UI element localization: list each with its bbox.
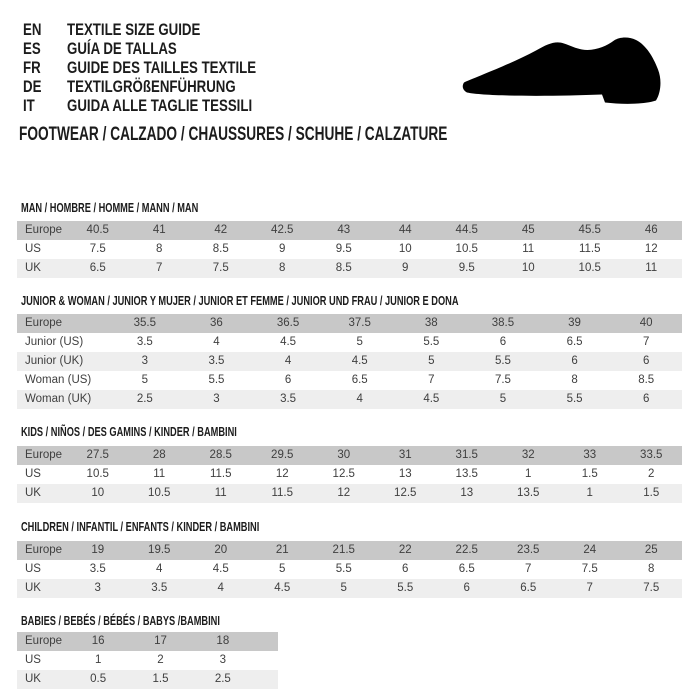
size-value-cell: 5: [428, 355, 435, 367]
size-value-cell: 11.5: [271, 487, 294, 499]
size-value-cell: 36.5: [276, 317, 300, 329]
size-value-cell: 8.5: [212, 243, 229, 255]
size-value-cell: 3: [213, 393, 220, 405]
size-value-cell: 4.5: [423, 393, 440, 405]
row-label: Europe: [25, 449, 63, 461]
size-value-cell: 6.5: [566, 336, 583, 348]
table-row: [17, 333, 682, 352]
size-value-cell: 19: [91, 544, 105, 556]
size-value-cell: 6.5: [351, 374, 368, 386]
size-value-cell: 3.5: [151, 582, 168, 594]
language-row: [0, 58, 460, 77]
table-row: [17, 484, 682, 503]
size-value-cell: 7.5: [89, 243, 106, 255]
size-value-cell: 8: [571, 374, 578, 386]
size-value-cell: 6: [642, 393, 650, 405]
size-value-cell: 3.5: [136, 336, 153, 348]
row-label: US: [25, 243, 41, 255]
size-value-cell: 5.5: [335, 563, 352, 575]
size-value-cell: 11: [522, 243, 535, 255]
table-title-junior-woman: JUNIOR & WOMAN / JUNIOR Y MUJER / JUNIOR ET FEMME / JUNIOR UND FRAU / JUNIOR E DONA: [21, 294, 459, 308]
table-row: [17, 352, 682, 371]
size-value-cell: 3.5: [280, 393, 297, 405]
table-row: [17, 371, 682, 390]
size-value-cell: 21: [275, 544, 289, 556]
size-value-cell: 10: [91, 487, 105, 499]
size-value-cell: 20: [214, 544, 228, 556]
size-value-cell: 5: [340, 582, 347, 594]
size-value-cell: 22: [398, 544, 412, 556]
table-row: [17, 314, 682, 333]
row-label: Europe: [25, 635, 63, 647]
size-value-cell: 5: [279, 563, 286, 575]
language-code: IT: [23, 96, 35, 115]
size-value-cell: 8: [648, 563, 655, 575]
table-row: [17, 240, 682, 259]
size-value-cell: 12.5: [394, 487, 417, 499]
size-value-cell: 9.5: [335, 243, 352, 255]
size-value-cell: 7: [156, 262, 163, 274]
size-value-cell: 2: [648, 468, 655, 480]
language-code: FR: [23, 58, 41, 77]
size-value-cell: 10.5: [455, 243, 478, 255]
size-value-cell: 4.5: [351, 355, 368, 367]
size-value-cell: 3: [219, 654, 227, 666]
size-value-cell: 9: [402, 262, 409, 274]
table-title-babies: BABIES / BEBÉS / BÉBÉS / BABYS /BAMBINI: [21, 614, 220, 628]
size-value-cell: 12: [275, 468, 289, 480]
size-value-cell: 44: [398, 224, 412, 236]
row-label: UK: [25, 262, 41, 274]
size-value-cell: 38.5: [491, 317, 515, 329]
size-value-cell: 1: [525, 468, 532, 480]
size-value-cell: 5.5: [423, 336, 440, 348]
language-code: DE: [23, 77, 42, 96]
size-value-cell: 10.5: [148, 487, 171, 499]
size-value-cell: 7: [525, 563, 532, 575]
language-label: GUÍA DE TALLAS: [67, 39, 177, 58]
size-value-cell: 1.5: [152, 673, 169, 685]
size-value-cell: 9: [279, 243, 286, 255]
language-row: [0, 20, 460, 39]
row-label: Europe: [25, 317, 63, 329]
row-label: Woman (UK): [25, 393, 92, 405]
row-label: UK: [25, 582, 41, 594]
size-value-cell: 37.5: [348, 317, 371, 329]
size-value-cell: 31: [398, 449, 412, 461]
table-title-children: CHILDREN / INFANTIL / ENFANTS / KINDER / BAMBINI: [21, 520, 260, 534]
size-value-cell: 18: [216, 635, 230, 647]
language-label: TEXTILGRÖßENFÜHRUNG: [67, 77, 236, 96]
table-row: [17, 446, 682, 465]
size-value-cell: 10.5: [578, 262, 601, 274]
size-value-cell: 7.5: [494, 374, 511, 386]
size-value-cell: 7: [642, 336, 650, 348]
table-row: [17, 670, 278, 689]
size-value-cell: 31.5: [455, 449, 478, 461]
size-value-cell: 32: [521, 449, 535, 461]
size-value-cell: 2.5: [136, 393, 153, 405]
size-value-cell: 3.5: [208, 355, 225, 367]
size-value-cell: 4: [213, 336, 220, 348]
size-value-cell: 8: [279, 262, 286, 274]
table-title-kids: KIDS / NIÑOS / DES GAMINS / KINDER / BAMBINI: [21, 425, 237, 439]
size-value-cell: 3: [94, 582, 101, 594]
size-value-cell: 28: [152, 449, 166, 461]
table-row: [17, 221, 682, 240]
size-value-cell: 4.5: [280, 336, 297, 348]
size-table-junior-woman: [17, 314, 682, 409]
size-value-cell: 7.5: [212, 262, 229, 274]
size-value-cell: 4.5: [212, 563, 229, 575]
size-value-cell: 12: [337, 487, 351, 499]
language-code: EN: [23, 20, 42, 39]
size-value-cell: 12: [644, 243, 658, 255]
size-value-cell: 9.5: [458, 262, 475, 274]
size-value-cell: 25: [644, 544, 658, 556]
language-row: [0, 39, 460, 58]
size-value-cell: 17: [154, 635, 167, 647]
size-value-cell: 5.5: [494, 355, 511, 367]
size-value-cell: 23.5: [517, 544, 540, 556]
size-value-cell: 0.5: [90, 673, 107, 685]
table-row: [17, 541, 682, 560]
row-label: UK: [25, 673, 41, 685]
size-value-cell: 4: [156, 563, 163, 575]
size-value-cell: 12.5: [332, 468, 355, 480]
size-value-cell: 8: [156, 243, 163, 255]
table-title-man: MAN / HOMBRE / HOMME / MANN / MAN: [21, 201, 199, 215]
size-value-cell: 43: [337, 224, 351, 236]
row-label: Woman (US): [25, 374, 92, 386]
size-value-cell: 38: [424, 317, 438, 329]
size-value-cell: 6: [463, 582, 470, 594]
size-value-cell: 4: [217, 582, 224, 594]
row-label: Junior (UK): [25, 355, 84, 367]
size-value-cell: 3: [141, 355, 149, 367]
size-value-cell: 11: [645, 262, 658, 274]
size-table-man: [17, 221, 682, 278]
size-value-cell: 40: [639, 317, 653, 329]
table-row: [17, 651, 278, 670]
size-value-cell: 21.5: [332, 544, 355, 556]
language-label: TEXTILE SIZE GUIDE: [67, 20, 201, 39]
size-value-cell: 45.5: [578, 224, 601, 236]
size-value-cell: 7.5: [643, 582, 660, 594]
category-title: FOOTWEAR / CALZADO / CHAUSSURES / SCHUHE / CALZATURE: [19, 124, 448, 145]
size-value-cell: 6: [499, 336, 507, 348]
size-value-cell: 42.5: [271, 224, 294, 236]
size-value-cell: 11.5: [578, 243, 601, 255]
language-label: GUIDE DES TAILLES TEXTILE: [67, 58, 257, 77]
size-value-cell: 7: [428, 374, 435, 386]
size-value-cell: 41: [152, 224, 166, 236]
size-table-children: [17, 541, 682, 598]
size-value-cell: 4: [284, 355, 292, 367]
row-label: US: [25, 468, 41, 480]
row-label: US: [25, 563, 41, 575]
size-value-cell: 7.5: [581, 563, 598, 575]
table-row: [17, 579, 682, 598]
size-value-cell: 6.5: [458, 563, 475, 575]
size-value-cell: 36: [210, 317, 223, 329]
language-row: [0, 77, 460, 96]
size-value-cell: 2: [157, 654, 164, 666]
language-label: GUIDA ALLE TAGLIE TESSILI: [67, 96, 253, 115]
size-value-cell: 5: [499, 393, 507, 405]
size-value-cell: 5.5: [397, 582, 414, 594]
size-value-cell: 35.5: [133, 317, 156, 329]
size-value-cell: 39: [568, 317, 581, 329]
size-value-cell: 5.5: [566, 393, 583, 405]
size-value-cell: 22.5: [455, 544, 478, 556]
row-label: Junior (US): [25, 336, 84, 348]
size-value-cell: 6.5: [89, 262, 106, 274]
size-value-cell: 42: [214, 224, 228, 236]
size-value-cell: 10: [398, 243, 412, 255]
size-value-cell: 40.5: [86, 224, 109, 236]
table-row: [17, 560, 682, 579]
size-value-cell: 11: [153, 468, 166, 480]
table-row: [17, 259, 682, 278]
size-value-cell: 1.5: [581, 468, 598, 480]
size-value-cell: 6: [402, 563, 409, 575]
row-label: US: [25, 654, 41, 666]
size-value-cell: 6: [571, 355, 578, 367]
size-value-cell: 5.5: [208, 374, 225, 386]
size-value-cell: 6.5: [520, 582, 537, 594]
size-value-cell: 3.5: [89, 563, 106, 575]
size-value-cell: 7: [586, 582, 593, 594]
size-value-cell: 24: [583, 544, 597, 556]
size-value-cell: 5: [356, 336, 363, 348]
size-value-cell: 1: [94, 654, 102, 666]
size-value-cell: 11.5: [209, 468, 232, 480]
size-value-cell: 44.5: [455, 224, 478, 236]
table-row: [17, 390, 682, 409]
size-table-kids: [17, 446, 682, 503]
size-table-babies: [17, 632, 278, 689]
size-value-cell: 30: [337, 449, 351, 461]
language-code: ES: [23, 39, 41, 58]
language-row: [0, 96, 460, 115]
size-value-cell: 13: [398, 468, 412, 480]
size-value-cell: 4.5: [274, 582, 291, 594]
row-label: Europe: [25, 544, 63, 556]
size-value-cell: 1.5: [643, 487, 660, 499]
size-value-cell: 10: [521, 262, 535, 274]
size-value-cell: 6: [284, 374, 292, 386]
size-value-cell: 8.5: [335, 262, 352, 274]
size-value-cell: 1: [586, 487, 593, 499]
size-value-cell: 19.5: [148, 544, 171, 556]
size-value-cell: 6: [642, 355, 650, 367]
size-value-cell: 28.5: [209, 449, 232, 461]
size-value-cell: 8.5: [638, 374, 655, 386]
size-value-cell: 29.5: [271, 449, 294, 461]
dress-shoe-icon: [460, 35, 666, 112]
size-value-cell: 33.5: [640, 449, 663, 461]
size-value-cell: 13: [460, 487, 474, 499]
size-value-cell: 5: [141, 374, 149, 386]
size-value-cell: 33: [583, 449, 597, 461]
size-value-cell: 11: [214, 487, 227, 499]
size-value-cell: 46: [644, 224, 658, 236]
size-value-cell: 4: [356, 393, 363, 405]
row-label: UK: [25, 487, 41, 499]
table-row: [17, 465, 682, 484]
size-value-cell: 45: [521, 224, 535, 236]
size-value-cell: 10.5: [86, 468, 109, 480]
size-value-cell: 16: [91, 635, 105, 647]
table-row: [17, 632, 278, 651]
size-value-cell: 27.5: [86, 449, 109, 461]
row-label: Europe: [25, 224, 63, 236]
size-value-cell: 13.5: [517, 487, 540, 499]
size-value-cell: 13.5: [455, 468, 478, 480]
size-value-cell: 2.5: [214, 673, 231, 685]
